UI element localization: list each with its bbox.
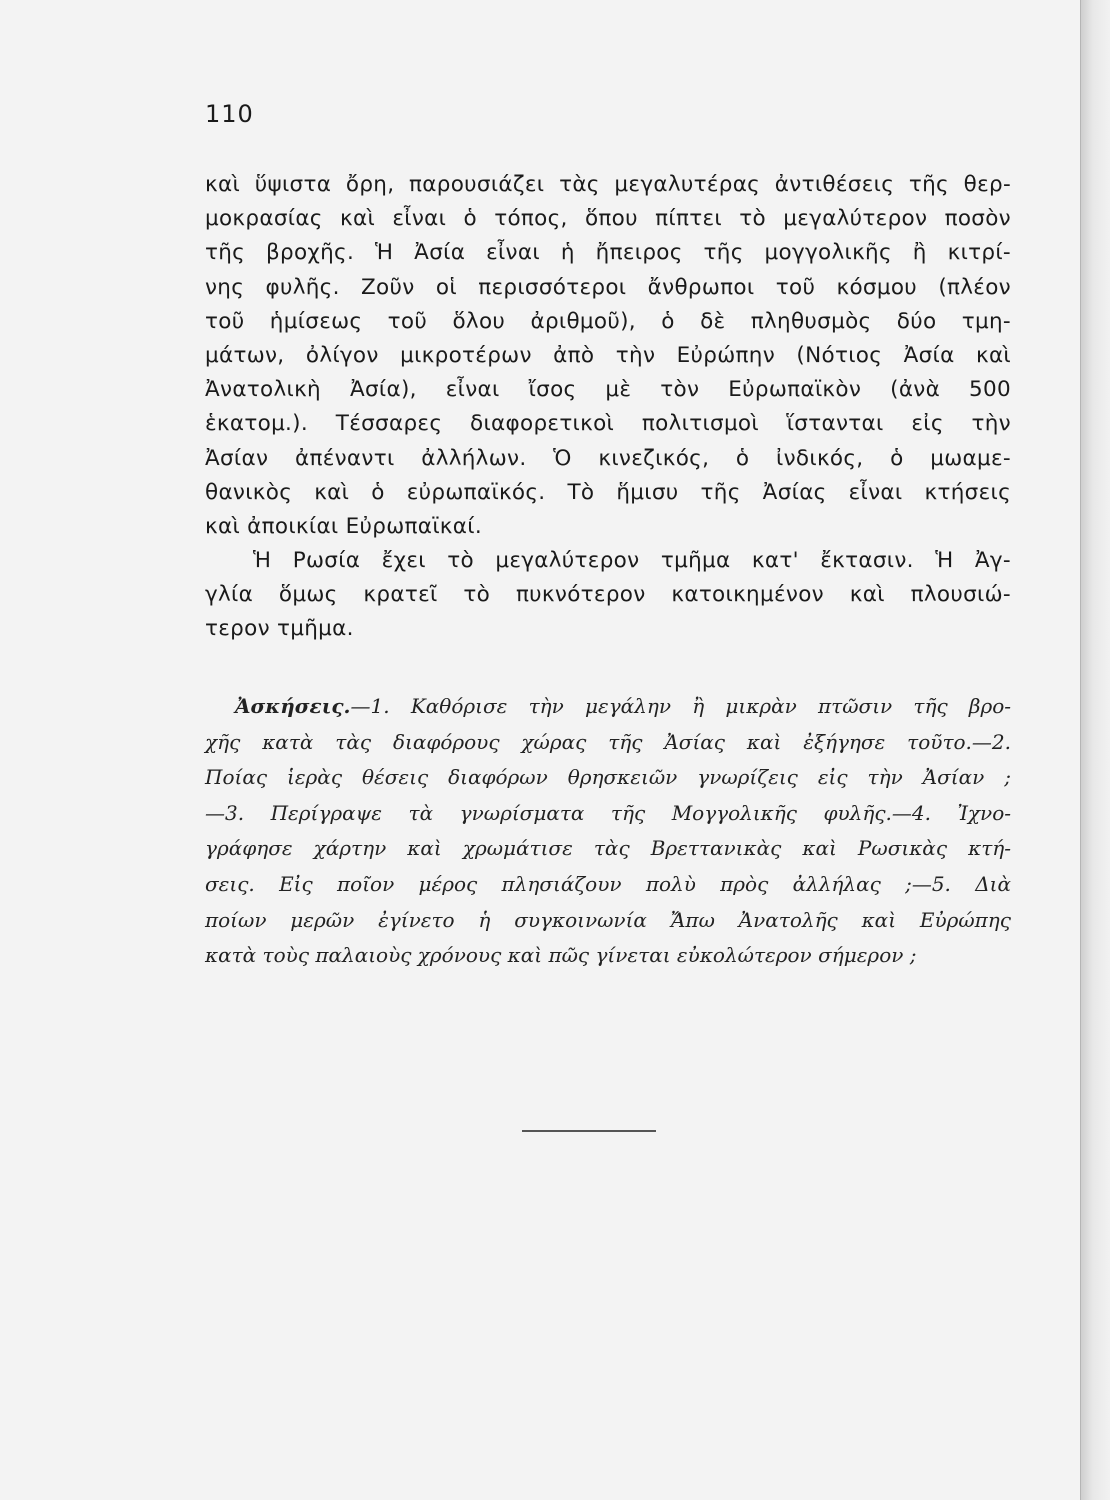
text-line: ἑκατομ.). Τέσσαρες διαφορετικοὶ πολιτισμοὶ ἵστανται εἰς τὴν xyxy=(205,411,1011,437)
text-line: τῆς βροχῆς. Ἡ Ἀσία εἶναι ἡ ἤπειρος τῆς μογγολικῆς ἢ κιτρί- xyxy=(205,240,1011,266)
exercise-line: σεις. Εἰς ποῖον μέρος πλησιάζουν πολὺ πρὸς ἀλλήλας ;—5. Διὰ xyxy=(205,871,1011,896)
text-line: θανικὸς καὶ ὁ εὐρωπαϊκός. Τὸ ἥμισυ τῆς Ἀσίας εἶναι κτήσεις xyxy=(205,479,1011,505)
page-number: 110 xyxy=(205,100,254,128)
exercise-line: κατὰ τοὺς παλαιοὺς χρόνους καὶ πῶς γίνεται εὐκολώτερον σήμερον ; xyxy=(205,943,917,968)
text-line: τοῦ ἡμίσεως τοῦ ὅλου ἀριθμοῦ), ὁ δὲ πληθυσμὸς δύο τμη- xyxy=(205,308,1011,334)
main-text xyxy=(205,168,1011,647)
text-line: γλία ὅμως κρατεῖ τὸ πυκνότερον κατοικημένον καὶ πλουσιώ- xyxy=(205,582,1011,608)
text-line: Ἀσίαν ἀπέναντι ἀλλήλων. Ὁ κινεζικός, ὁ ἰνδικός, ὁ μωαμε- xyxy=(205,445,1011,471)
exercise-line xyxy=(205,689,1011,725)
exercises-heading: Ἀσκήσεις. xyxy=(235,694,351,718)
text-line: καὶ ἀποικίαι Εὐρωπαϊκαί. xyxy=(205,513,482,539)
text-line: τερον τμῆμα. xyxy=(205,616,354,642)
section-divider xyxy=(522,1130,656,1132)
exercise-text: —1. Καθόρισε τὴν μεγάλην ἢ μικρὰν πτῶσιν τῆς βρο- xyxy=(350,694,1011,718)
exercise-line: Ποίας ἱερὰς θέσεις διαφόρων θρησκειῶν γνωρίζεις εἰς τὴν Ἀσίαν ; xyxy=(205,765,1011,790)
text-line: μάτων, ὀλίγον μικροτέρων ἀπὸ τὴν Εὐρώπην (Νότιος Ἀσία καὶ xyxy=(205,342,1011,368)
text-line: καὶ ὕψιστα ὄρη, παρουσιάζει τὰς μεγαλυτέρας ἀντιθέσεις τῆς θερ- xyxy=(205,172,1011,197)
exercises-section xyxy=(205,689,1011,974)
exercise-line: —3. Περίγραψε τὰ γνωρίσματα τῆς Μογγολικῆς φυλῆς.—4. Ἰχνο- xyxy=(205,800,1011,825)
exercise-line: χῆς κατὰ τὰς διαφόρους χώρας τῆς Ἀσίας καὶ ἐξήγησε τοῦτο.—2. xyxy=(205,729,1011,754)
text-line: μοκρασίας καὶ εἶναι ὁ τόπος, ὅπου πίπτει τὸ μεγαλύτερον ποσὸν xyxy=(205,206,1011,232)
text-line: νης φυλῆς. Ζοῦν οἱ περισσότεροι ἄνθρωποι τοῦ κόσμου (πλέον xyxy=(205,274,1011,300)
exercise-line: ποίων μερῶν ἐγίνετο ἡ συγκοινωνία Ἄπω Ἀνατολῆς καὶ Εὐρώπης xyxy=(205,907,1011,932)
text-line: Ἡ Ρωσία ἔχει τὸ μεγαλύτερον τμῆμα κατ' ἔκτασιν. Ἡ Ἀγ- xyxy=(253,548,1011,574)
text-line: Ἀνατολικὴ Ἀσία), εἶναι ἴσος μὲ τὸν Εὐρωπαϊκὸν (ἀνὰ 500 xyxy=(205,377,1011,403)
exercise-line: γράφησε χάρτην καὶ χρωμάτισε τὰς Βρεττανικὰς καὶ Ρωσικὰς κτή- xyxy=(205,836,1011,861)
book-spine xyxy=(1080,0,1110,1500)
